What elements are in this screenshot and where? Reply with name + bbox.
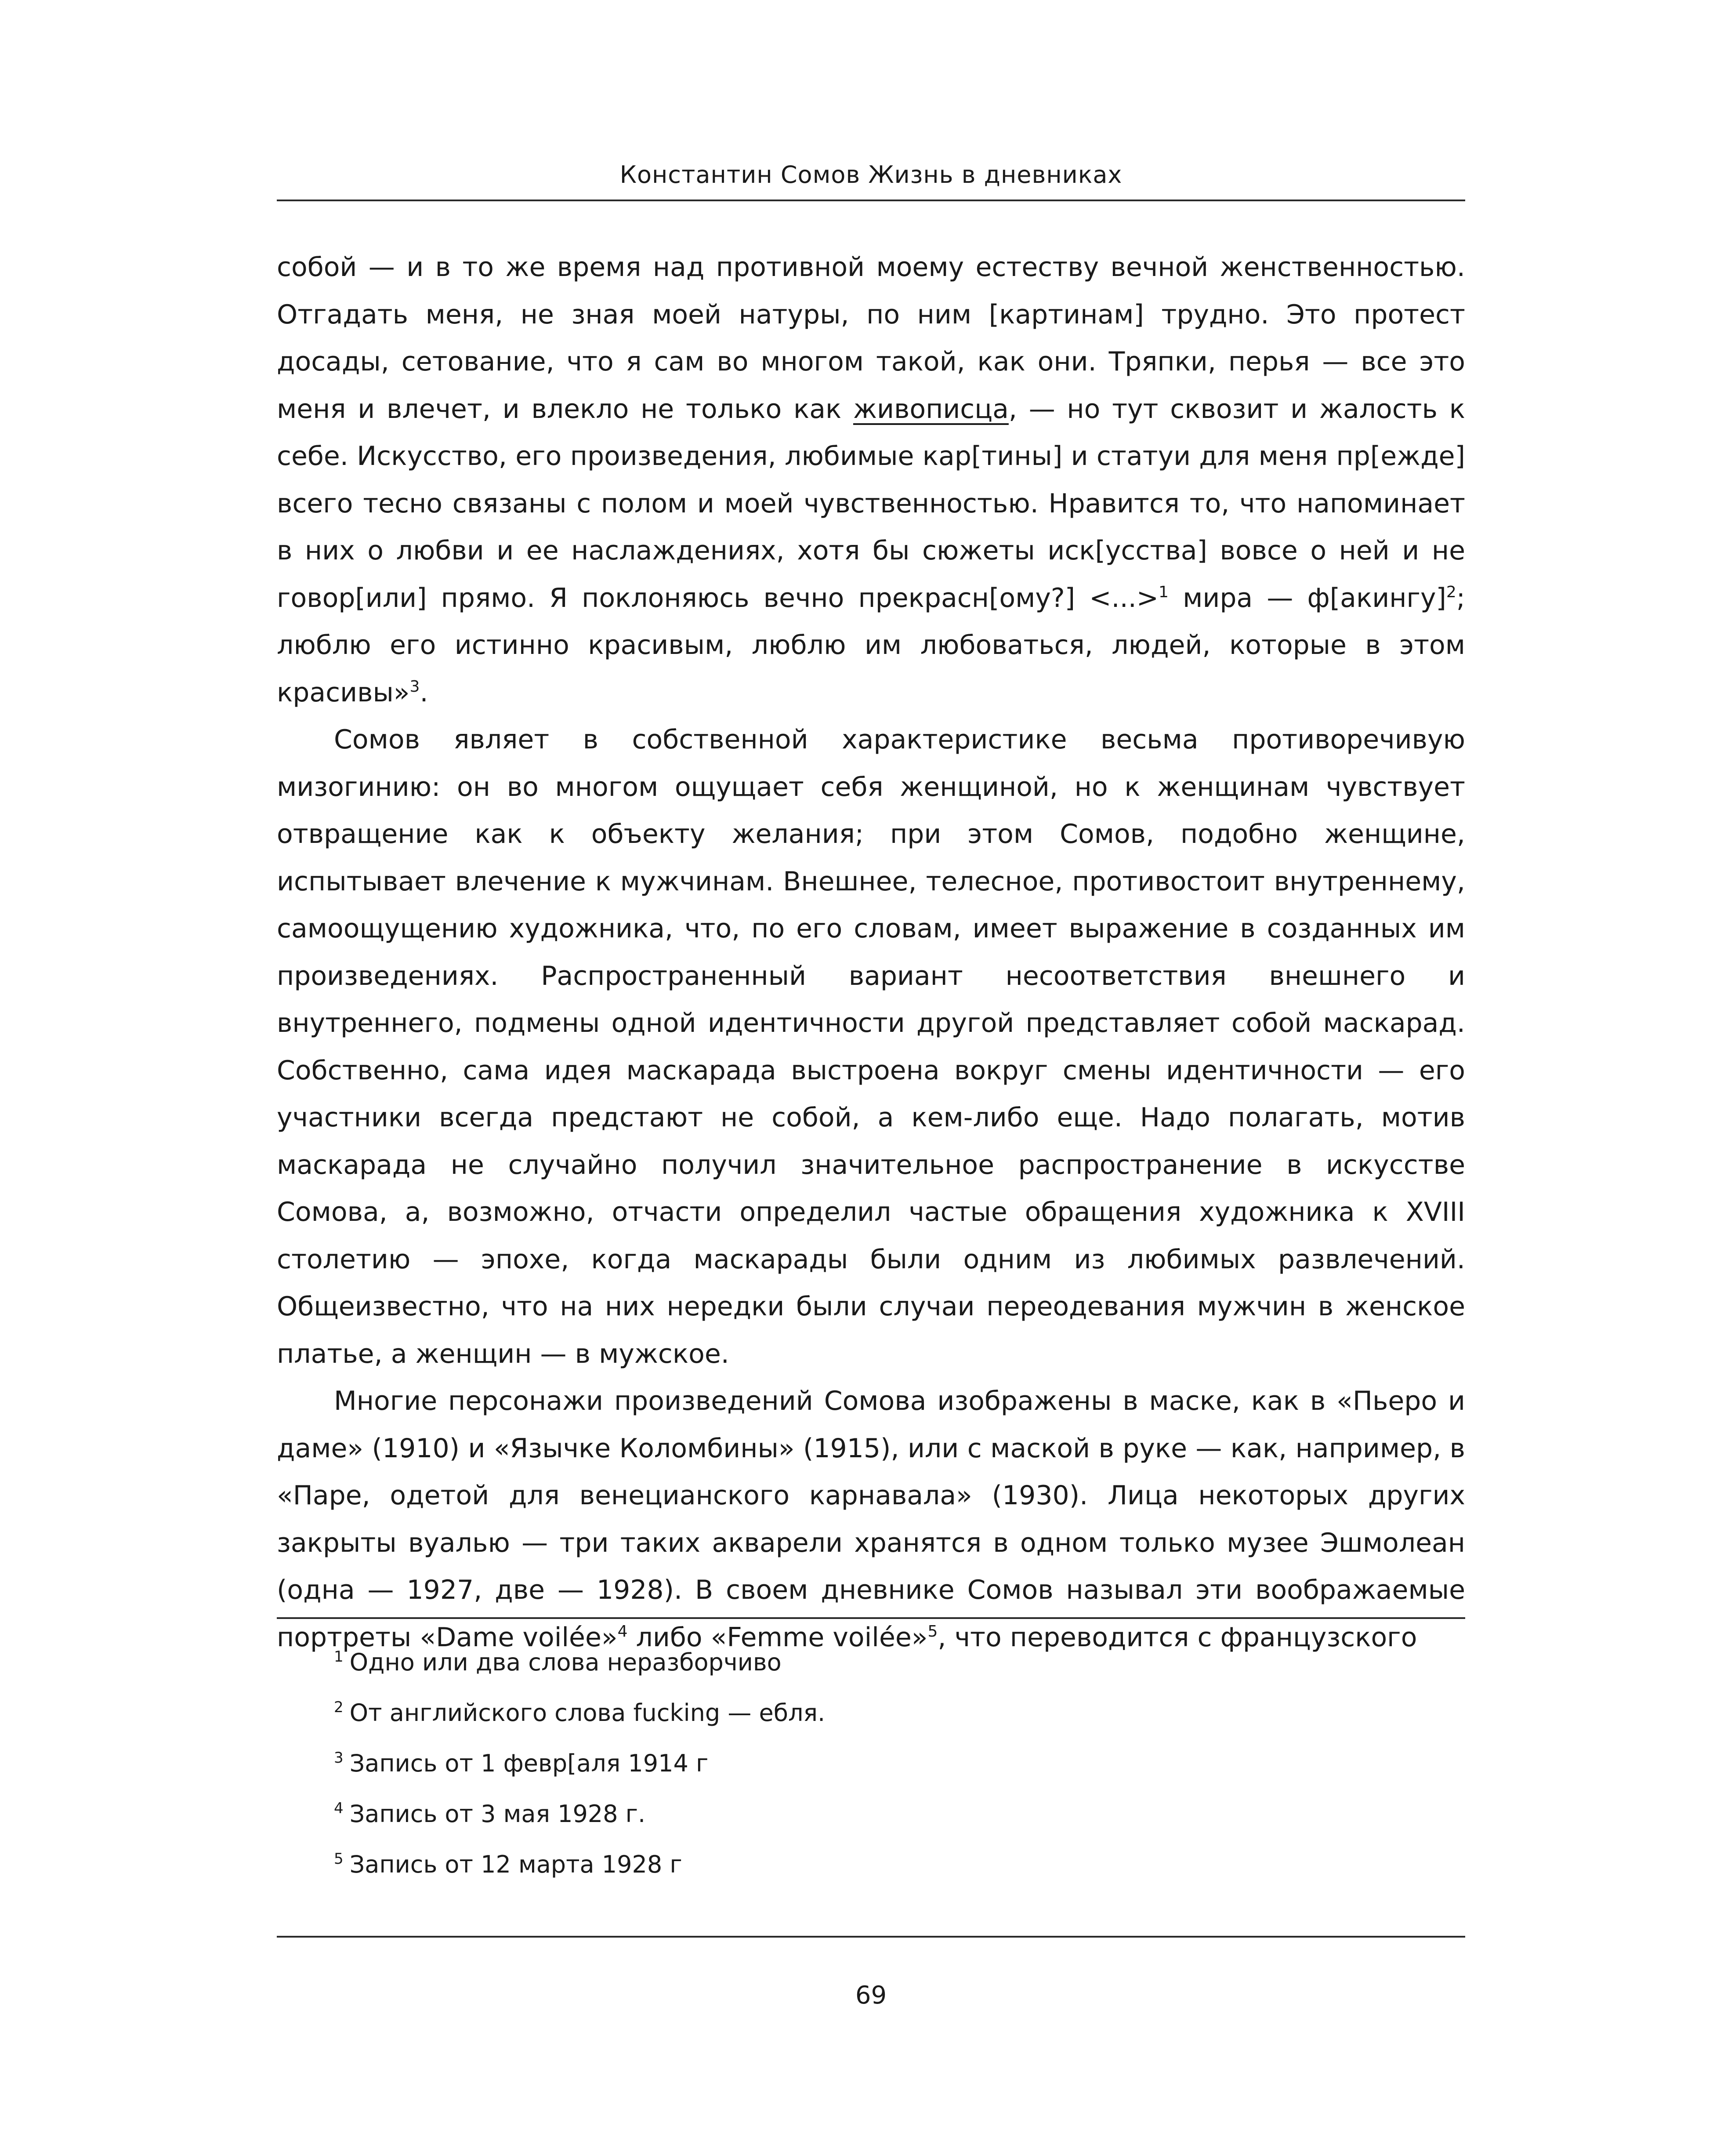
footer-rule — [277, 1936, 1465, 1938]
paragraph-1-text-a: собой — и в то же время над противной моему естеству вечной женственностью. Отгадать меня, не зная моей натуры, по ним [картинам] трудно. Это протест досады, сетование, что я сам во многом такой, как они. Тряпки, перья — все это меня и влечет, и влекло не только как — [277, 252, 1465, 425]
footnote-mark: 2 — [334, 1699, 344, 1716]
footnotes-list — [334, 1637, 1432, 1890]
footnote-item — [334, 1637, 1432, 1688]
paragraph-3-text-a: Многие персонажи произведений Сомова изображены в маске, как в «Пьеро и даме» (1910) и «Язычке Коломбины» (1915), или с маской в руке — как, например, в «Паре, одетой для венецианского карнавала» (1930). Лица некоторых других закрыты вуалью — три таких акварели хранятся в одном только музее Эшмолеан (одна — 1927, две — 1928). В своем дневнике Сомов называл эти воображаемые портреты «Dame voilée» — [277, 1386, 1465, 1653]
running-title: Константин Сомов Жизнь в дневниках — [619, 161, 1123, 189]
footnote-ref-4: 4 — [617, 1622, 628, 1641]
footnote-ref-5: 5 — [927, 1622, 938, 1641]
main-text — [277, 244, 1465, 1661]
paragraph-3-text-b: либо «Femme voilée» — [627, 1622, 928, 1653]
paragraph-2: Сомов являет в собственной характеристике весьма противоречивую мизогинию: он во многом ощущает себя женщиной, но к женщинам чувствует отвращение как к объекту желания; при этом Сомов, подобно женщине, испытывает влечение к мужчинам. Внешнее, телесное, противостоит внутреннему, самоощущению художника, что, по его словам, имеет выражение в созданных им произведениях. Распространенный вариант несоответствия внешнего и внутреннего, подмены одной идентичности другой представляет собой маскарад. Собственно, сама идея маскарада выстроена вокруг смены идентичности — его участники всегда предстают не собой, а кем-либо еще. Надо полагать, мотив маскарада не случайно получил значительное распространение в искусстве Сомова, а, возможно, отчасти определил частые обращения художника к XVIII столетию — эпохе, когда маскарады были одним из любимых развлечений. Общеизвестно, что на них нередки были случаи переодевания мужчин в женское платье, а женщин — в мужское. — [277, 724, 1465, 1369]
footnote-ref-1: 1 — [1159, 583, 1169, 601]
footnote-item — [334, 1789, 1432, 1839]
footnote-text: От английского слова fucking — ебля. — [349, 1699, 826, 1727]
paragraph-1-text-c: мира — ф[акингу] — [1168, 582, 1446, 613]
page-number: 69 — [855, 1981, 887, 2010]
paragraph-1-text-e: . — [420, 677, 428, 708]
footnote-item — [334, 1738, 1432, 1789]
paragraph-3-text-c: , что переводится с французского — [938, 1622, 1417, 1653]
footnote-mark: 1 — [334, 1648, 344, 1666]
footnote-item — [334, 1839, 1432, 1890]
footnote-item — [334, 1688, 1432, 1738]
paragraph-1-text-b: , — но тут сквозит и жалость к себе. Искусство, его произведения, любимые кар[тины] и статуи для меня пр[ежде] всего тесно связаны с полом и моей чувственностью. Нравится то, что напоминает в них о любви и ее наслаждениях, хотя бы сюжеты иск[усства] вовсе о ней и не говор[или] прямо. Я поклоняюсь вечно прекрасн[ому?] <...> — [277, 393, 1465, 613]
footnote-ref-2: 2 — [1446, 583, 1456, 601]
footnote-text: Запись от 12 марта 1928 г — [349, 1851, 682, 1878]
paragraph-1-text-d: ; люблю его истинно красивым, люблю им любоваться, людей, которые в этом красивы» — [277, 582, 1465, 708]
footnote-text: Запись от 1 февр[аля 1914 г — [349, 1749, 709, 1777]
footnote-text: Запись от 3 мая 1928 г. — [349, 1800, 646, 1828]
footnote-text: Одно или два слова неразборчиво — [349, 1648, 782, 1676]
footnote-mark: 3 — [334, 1749, 344, 1767]
footnote-mark: 5 — [334, 1850, 344, 1868]
header-rule — [277, 200, 1465, 201]
footnote-mark: 4 — [334, 1800, 344, 1817]
footnotes-rule — [277, 1617, 1465, 1619]
paragraph-1 — [277, 244, 1465, 716]
underlined-word: живописца — [853, 393, 1009, 425]
footnote-ref-3: 3 — [409, 677, 420, 696]
